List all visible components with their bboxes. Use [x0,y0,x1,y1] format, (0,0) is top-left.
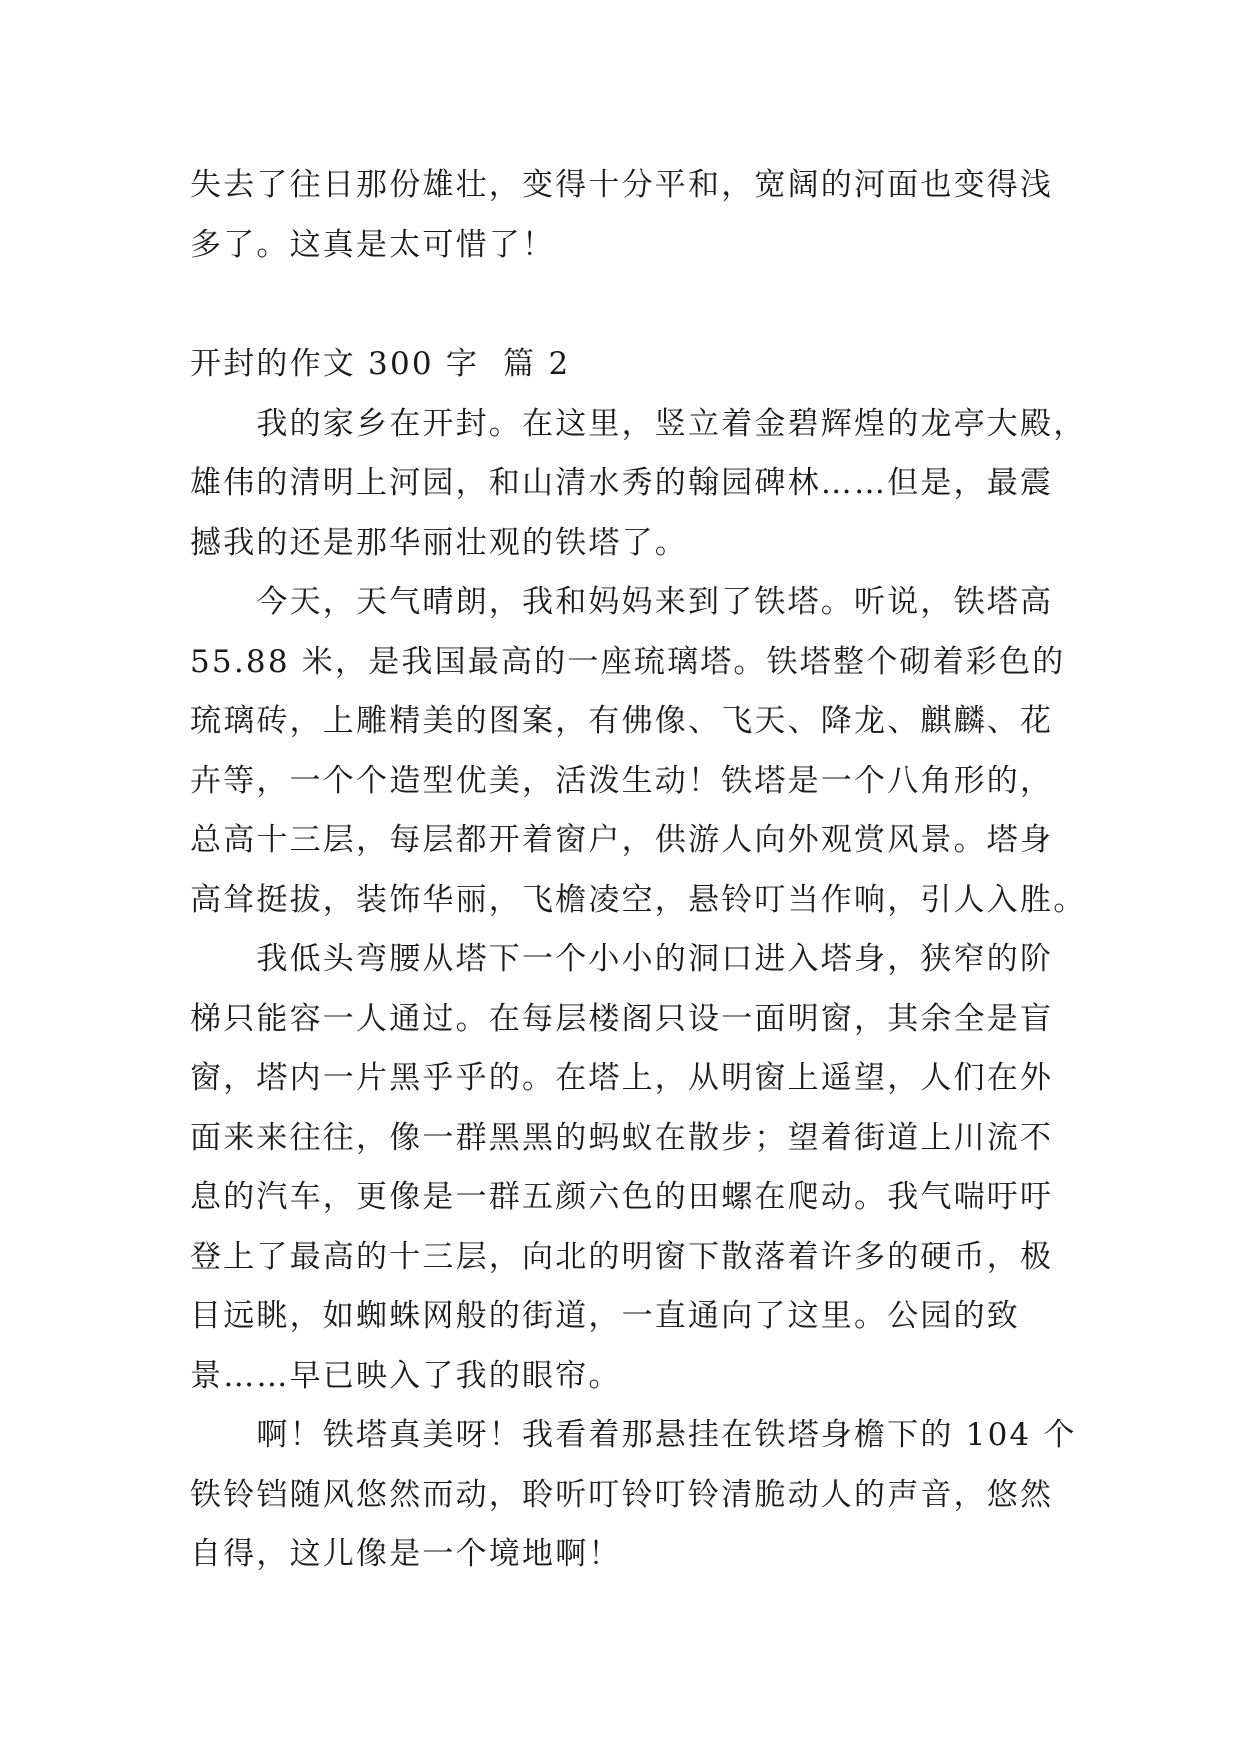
intro-line: 多了。这真是太可惜了！ [190,226,556,263]
paragraph-line: 我低头弯腰从塔下一个小小的洞口进入塔身，狭窄的阶 [190,941,1054,977]
spacer [190,275,1052,335]
paragraph-line: 铁铃铛随风悠然而动，聆听叮铃叮铃清脆动人的声音，悠然 [190,1476,1054,1513]
paragraph-line: 啊！铁塔真美呀！我看着那悬挂在铁塔身檐下的 104 个 [190,1417,1077,1453]
paragraph-line: 我的家乡在开封。在这里，竖立着金碧辉煌的龙亭大殿， [190,405,1087,442]
paragraph-line: 窗，塔内一片黑乎乎的。在塔上，从明窗上遥望，人们在外 [190,1060,1054,1096]
paragraph-line: 今天，天气晴朗，我和妈妈来到了铁塔。听说，铁塔高 [190,584,1054,620]
paragraph-line: 梯只能容一人通过。在每层楼阁只设一面明窗，其余全是盲 [190,1000,1054,1037]
paragraph-line: 景……早已映入了我的眼帘。 [190,1357,622,1394]
intro-line: 失去了往日那份雄壮，变得十分平和，宽阔的河面也变得浅 [190,167,1054,203]
paragraph [190,573,1087,930]
paragraph [190,930,1052,1406]
paragraph-line: 面来来往往，像一群黑黑的蚂蚁在散步；望着街道上川流不 [190,1119,1054,1156]
paragraph-line: 撼我的还是那华丽壮观的铁塔了。 [190,524,688,561]
paragraph [190,1406,1077,1585]
paragraph-line: 55.88 米，是我国最高的一座琉璃塔。铁塔整个砌着彩色的 [190,643,1066,680]
paragraph-line: 目远眺，如蜘蛛网般的街道，一直通向了这里。公园的致 [190,1298,1020,1334]
section-title: 开封的作文 300 字 篇 2 [190,346,571,382]
paragraph-line: 琉璃砖，上雕精美的图案，有佛像、飞天、降龙、麒麟、花 [190,703,1054,739]
paragraph-line: 自得，这儿像是一个境地啊！ [190,1536,622,1572]
paragraph-line: 登上了最高的十三层，向北的明窗下散落着许多的硬币，极 [190,1238,1054,1275]
paragraph-line: 总高十三层，每层都开着窗户，供游人向外观赏风景。塔身 [190,822,1054,858]
paragraph-line: 息的汽车，更像是一群五颜六色的田螺在爬动。我气喘吁吁 [190,1179,1054,1215]
paragraph [190,395,1087,574]
paragraph-line: 雄伟的清明上河园，和山清水秀的翰园碑林……但是，最震 [190,465,1054,501]
paragraph-line: 卉等，一个个造型优美，活泼生动！铁塔是一个八角形的， [190,762,1054,799]
document-body [190,156,1087,1585]
paragraph-line: 高耸挺拔，装饰华丽，飞檐凌空，悬铃叮当作响，引人入胜。 [190,881,1087,918]
